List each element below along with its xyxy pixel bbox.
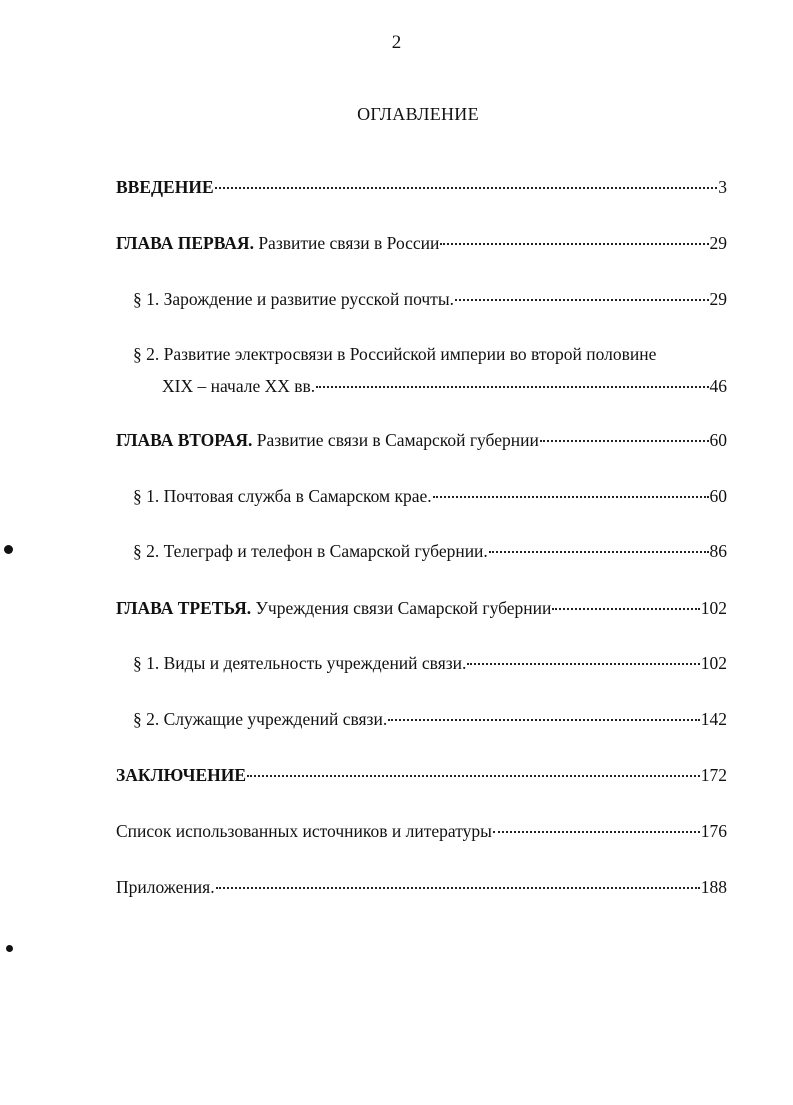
entry-text: Приложения. — [116, 877, 215, 897]
entry-text: Развитие связи в России — [253, 233, 440, 253]
toc-entry-chapter-3-section-1[interactable] — [133, 652, 727, 674]
entry-text: § 1. Зарождение и развитие русской почты. — [133, 289, 454, 309]
entry-text: Учреждения связи Самарской губернии — [251, 598, 552, 618]
leader-dots — [388, 719, 700, 721]
leader-dots — [316, 386, 708, 388]
toc-entry-chapter-1[interactable] — [116, 232, 727, 254]
entry-text: XIX – начале XX вв. — [162, 376, 316, 396]
leader-dots — [489, 551, 709, 553]
toc-entry-chapter-2[interactable] — [116, 429, 727, 451]
toc-entry-appendices[interactable] — [116, 876, 727, 898]
entry-bold: ГЛАВА ПЕРВАЯ. — [116, 233, 254, 253]
leader-dots — [455, 299, 709, 301]
entry-bold: ГЛАВА ТРЕТЬЯ. — [116, 598, 252, 618]
scan-hole-mark — [6, 945, 13, 952]
toc-entry-conclusion[interactable] — [116, 764, 727, 786]
entry-page: 60 — [709, 486, 727, 506]
entry-page: 176 — [700, 821, 727, 841]
toc-entry-chapter-1-section-2-line-1[interactable]: § 2. Развитие электросвязи в Российской империи во второй половине — [133, 344, 657, 364]
entry-page: 29 — [709, 233, 727, 253]
entry-page: 3 — [718, 177, 727, 197]
entry-bold: ВВЕДЕНИЕ — [116, 177, 214, 197]
entry-bold: ГЛАВА ВТОРАЯ. — [116, 430, 253, 450]
entry-page: 86 — [709, 541, 727, 561]
toc-title: ОГЛАВЛЕНИЕ — [357, 104, 479, 124]
leader-dots — [247, 775, 700, 777]
toc-entry-chapter-1-section-2[interactable] — [162, 375, 727, 397]
leader-dots — [440, 243, 708, 245]
toc-entry-chapter-2-section-1[interactable] — [133, 485, 727, 507]
entry-page: 60 — [709, 430, 727, 450]
leader-dots — [215, 187, 718, 189]
scan-hole-mark — [4, 545, 13, 554]
entry-page: 102 — [700, 598, 727, 618]
toc-entry-chapter-3[interactable] — [116, 597, 727, 619]
toc-entry-chapter-3-section-2[interactable] — [133, 708, 727, 730]
toc-entry-chapter-2-section-2[interactable] — [133, 540, 727, 562]
entry-text: § 2. Телеграф и телефон в Самарской губернии. — [133, 541, 488, 561]
leader-dots — [493, 831, 700, 833]
toc-entry-sources[interactable] — [116, 820, 727, 842]
toc-entry-introduction[interactable] — [116, 176, 727, 198]
entry-page: 142 — [700, 709, 727, 729]
entry-text: § 1. Виды и деятельность учреждений связи. — [133, 653, 467, 673]
leader-dots — [552, 608, 699, 610]
leader-dots — [216, 887, 700, 889]
toc-entry-chapter-1-section-1[interactable] — [133, 288, 727, 310]
entry-text: Развитие связи в Самарской губернии — [252, 430, 539, 450]
entry-text: § 1. Почтовая служба в Самарском крае. — [133, 486, 432, 506]
page-number: 2 — [391, 32, 402, 53]
entry-page: 172 — [700, 765, 727, 785]
entry-text: Список использованных источников и литературы — [116, 821, 492, 841]
leader-dots — [467, 663, 699, 665]
leader-dots — [540, 440, 709, 442]
entry-page: 46 — [709, 376, 727, 396]
entry-page: 102 — [700, 653, 727, 673]
leader-dots — [433, 496, 709, 498]
entry-text: § 2. Служащие учреждений связи. — [133, 709, 388, 729]
entry-bold: ЗАКЛЮЧЕНИЕ — [116, 765, 247, 785]
entry-page: 188 — [700, 877, 727, 897]
entry-page: 29 — [709, 289, 727, 309]
